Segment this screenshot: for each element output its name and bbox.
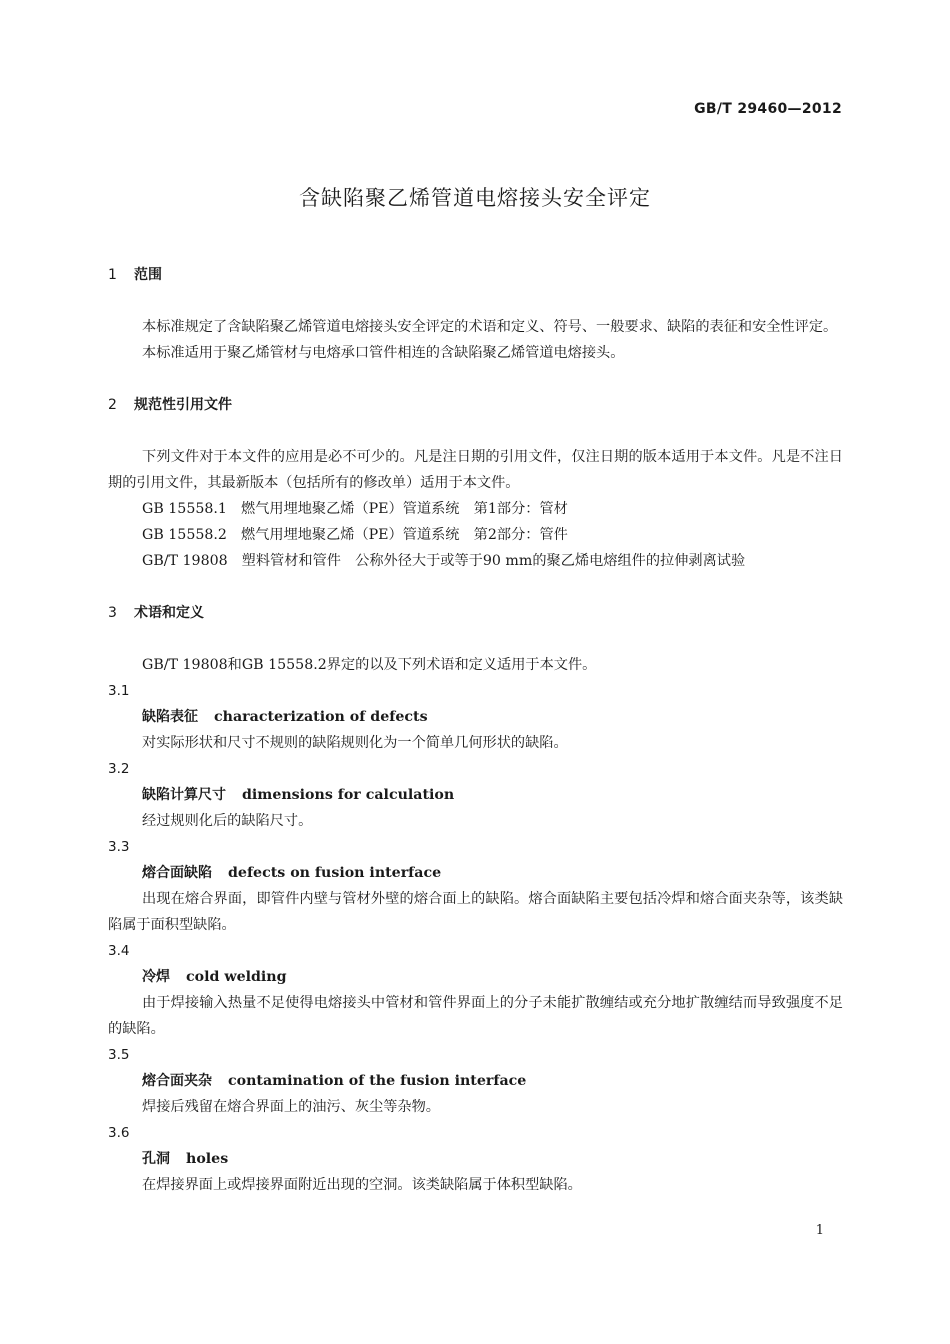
section-number: 2 xyxy=(108,397,117,413)
section-heading-scope xyxy=(108,262,843,288)
term-zh: 熔合面夹杂 xyxy=(142,1073,212,1089)
term-number: 3.1 xyxy=(108,683,130,699)
term-entry xyxy=(108,1068,843,1094)
term-en: holes xyxy=(186,1151,229,1167)
reference-item xyxy=(108,496,843,522)
section-heading-refs xyxy=(108,392,843,418)
section-heading-terms xyxy=(108,600,843,626)
term-zh: 冷焊 xyxy=(142,969,170,985)
term-entry xyxy=(108,704,843,730)
paragraph: 本标准适用于聚乙烯管材与电熔承口管件相连的含缺陷聚乙烯管道电熔接头。 xyxy=(142,345,625,361)
term-number: 3.5 xyxy=(108,1047,130,1063)
term-definition: 由于焊接输入热量不足使得电熔接头中管材和管件界面上的分子未能扩散缠结或充分地扩散缠结而导致强度不足的缺陷。 xyxy=(108,995,843,1037)
term-definition: 出现在熔合界面，即管件内壁与管材外壁的熔合面上的缺陷。熔合面缺陷主要包括冷焊和熔合面夹杂等，该类缺陷属于面积型缺陷。 xyxy=(108,891,843,933)
term-zh: 孔洞 xyxy=(142,1151,170,1167)
term-en: defects on fusion interface xyxy=(228,865,442,881)
term-entry xyxy=(108,782,843,808)
term-zh: 缺陷计算尺寸 xyxy=(142,787,226,803)
term-definition: 对实际形状和尺寸不规则的缺陷规则化为一个简单几何形状的缺陷。 xyxy=(142,735,568,751)
document-title: 含缺陷聚乙烯管道电熔接头安全评定 xyxy=(299,186,651,210)
reference-code: GB 15558.1 xyxy=(142,501,227,517)
term-en: cold welding xyxy=(186,969,287,985)
page-number: 1 xyxy=(815,1223,824,1238)
term-en: contamination of the fusion interface xyxy=(228,1073,527,1089)
section-number: 1 xyxy=(108,267,117,283)
term-en: dimensions for calculation xyxy=(242,787,455,803)
term-number: 3.2 xyxy=(108,761,130,777)
term-definition: 焊接后残留在熔合界面上的油污、灰尘等杂物。 xyxy=(142,1099,440,1115)
document-body xyxy=(108,262,843,1198)
reference-code: GB 15558.2 xyxy=(142,527,227,543)
paragraph: GB/T 19808和GB 15558.2界定的以及下列术语和定义适用于本文件。 xyxy=(142,657,597,673)
paragraph: 下列文件对于本文件的应用是必不可少的。凡是注日期的引用文件，仅注日期的版本适用于本文件。凡是不注日期的引用文件，其最新版本（包括所有的修改单）适用于本文件。 xyxy=(108,449,843,491)
term-entry xyxy=(108,964,843,990)
reference-item xyxy=(108,522,843,548)
term-number: 3.6 xyxy=(108,1125,130,1141)
section-number: 3 xyxy=(108,605,117,621)
reference-name: 燃气用埋地聚乙烯（PE）管道系统 第2部分：管件 xyxy=(240,527,568,543)
reference-code: GB/T 19808 xyxy=(142,553,228,569)
term-number: 3.4 xyxy=(108,943,130,959)
section-title: 术语和定义 xyxy=(134,605,204,621)
standard-code: GB/T 29460—2012 xyxy=(694,101,842,117)
term-definition: 经过规则化后的缺陷尺寸。 xyxy=(142,813,313,829)
reference-item xyxy=(108,548,843,574)
section-title: 范围 xyxy=(134,267,162,283)
section-title: 规范性引用文件 xyxy=(134,397,232,413)
reference-name: 燃气用埋地聚乙烯（PE）管道系统 第1部分：管材 xyxy=(240,501,568,517)
term-entry xyxy=(108,1146,843,1172)
term-zh: 熔合面缺陷 xyxy=(142,865,212,881)
term-zh: 缺陷表征 xyxy=(142,709,198,725)
paragraph: 本标准规定了含缺陷聚乙烯管道电熔接头安全评定的术语和定义、符号、一般要求、缺陷的表征和安全性评定。 xyxy=(142,319,838,335)
term-definition: 在焊接界面上或焊接界面附近出现的空洞。该类缺陷属于体积型缺陷。 xyxy=(142,1177,582,1193)
term-en: characterization of defects xyxy=(214,709,428,725)
reference-name: 塑料管材和管件 公称外径大于或等于90 mm的聚乙烯电熔组件的拉伸剥离试验 xyxy=(241,553,746,569)
term-entry xyxy=(108,860,843,886)
term-number: 3.3 xyxy=(108,839,130,855)
